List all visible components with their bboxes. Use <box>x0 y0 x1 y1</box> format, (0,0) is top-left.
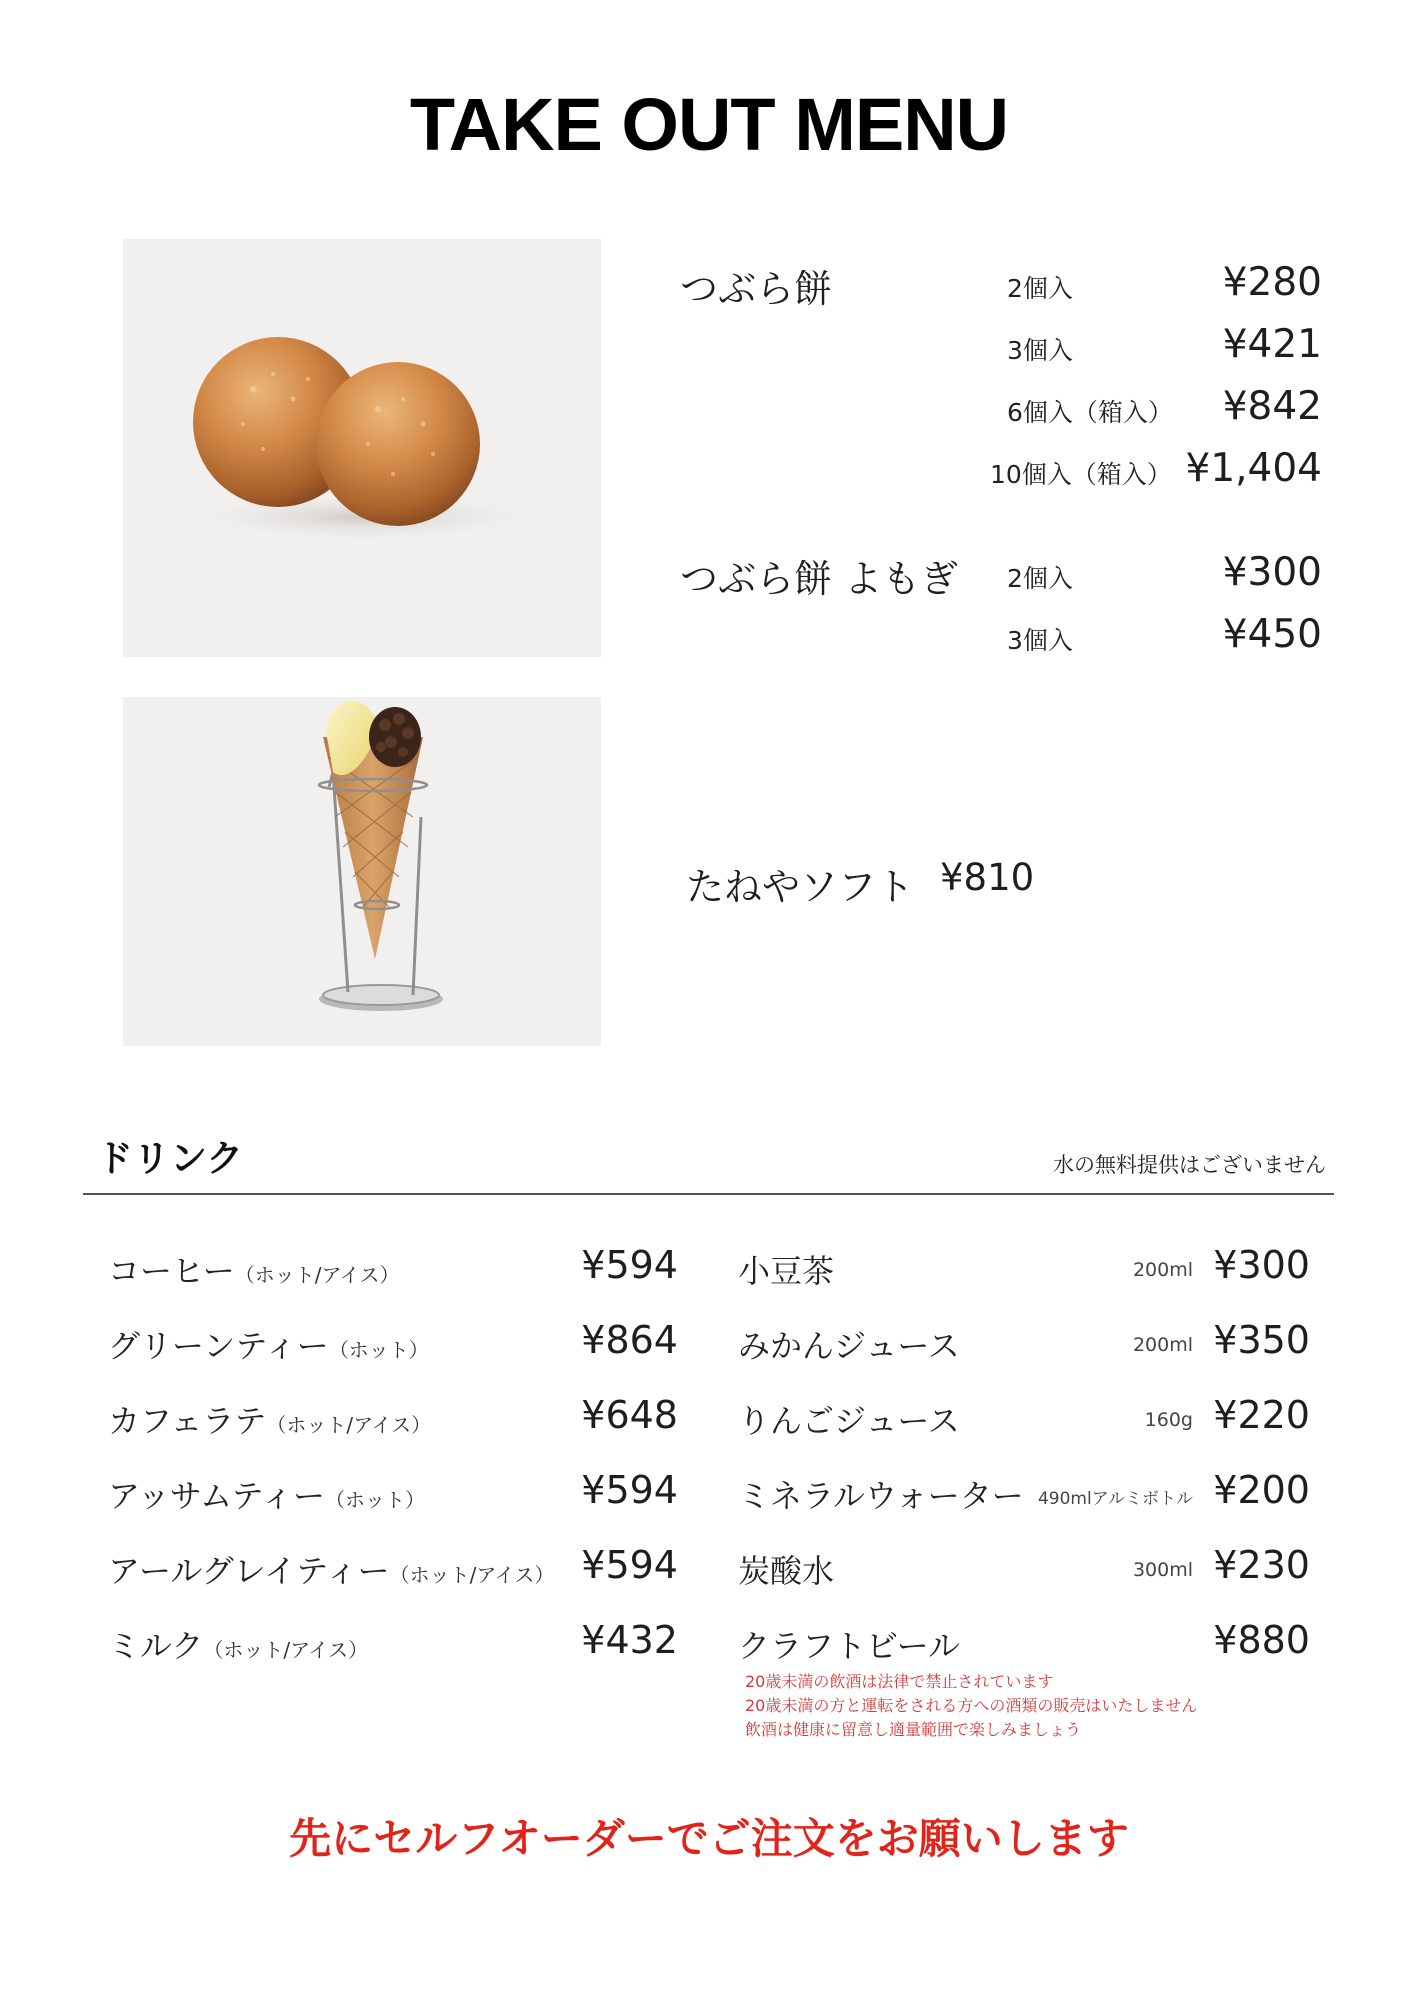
drink-row <box>108 1246 399 1292</box>
alcohol-warning-line: 飲酒は健康に留意し適量範囲で楽しみましょう <box>745 1720 1082 1739</box>
drink-variant: （ホット/アイス） <box>203 1638 369 1662</box>
drink-variant: （ホット/アイス） <box>234 1263 400 1287</box>
no-free-water-note: 水の無料提供はございません <box>1053 1153 1326 1177</box>
tsubura-mochi-photo <box>123 239 601 657</box>
drink-price: ¥594 <box>581 1243 678 1287</box>
drink-name: グリーンティー <box>108 1327 329 1365</box>
yomogi-qty-3: 3個入 <box>1007 626 1073 655</box>
drink-name: カフェラテ <box>108 1402 267 1440</box>
drink-volume: 300ml <box>1132 1559 1193 1581</box>
drink-volume: 160g <box>1144 1409 1193 1431</box>
tsubura-price-3: ¥421 <box>1222 322 1322 367</box>
yomogi-price-2: ¥300 <box>1222 550 1322 595</box>
drink-price: ¥594 <box>581 1468 678 1512</box>
alcohol-warnings <box>745 1670 1197 1742</box>
drink-volume: 490mlアルミボトル <box>1037 1489 1193 1509</box>
tsubura-qty-2: 2個入 <box>1007 274 1073 303</box>
drink-row <box>108 1471 425 1517</box>
drink-name: クラフトビール <box>738 1627 961 1665</box>
yomogi-qty-2: 2個入 <box>1007 564 1073 593</box>
drink-price: ¥300 <box>1213 1243 1310 1287</box>
drink-name: 小豆茶 <box>738 1252 835 1290</box>
drink-name: ミネラルウォーター <box>738 1477 1024 1515</box>
soft-serve-price: ¥810 <box>940 856 1035 899</box>
soft-serve-name: たねやソフト <box>686 865 915 909</box>
tsubura-qty-10: 10個入（箱入） <box>990 460 1172 489</box>
drink-price: ¥350 <box>1213 1318 1310 1362</box>
yomogi-price-3: ¥450 <box>1222 612 1322 657</box>
tsubura-price-10: ¥1,404 <box>1185 446 1322 491</box>
drink-name: りんごジュース <box>738 1402 960 1440</box>
self-order-notice: 先にセルフオーダーでご注文をお願いします <box>289 1814 1129 1863</box>
tsubura-mochi-name: つぶら餅 <box>680 267 833 311</box>
drink-variant: （ホット/アイス） <box>389 1563 555 1587</box>
drink-price: ¥864 <box>581 1318 678 1362</box>
drink-price: ¥432 <box>581 1618 678 1662</box>
drink-row <box>108 1321 429 1367</box>
drink-name: コーヒー <box>108 1252 235 1290</box>
tsubura-price-2: ¥280 <box>1222 260 1322 305</box>
drink-price: ¥880 <box>1213 1618 1310 1662</box>
drink-variant: （ホット/アイス） <box>266 1413 432 1437</box>
drink-row <box>108 1621 368 1667</box>
drinks-heading: ドリンク <box>96 1137 244 1180</box>
drink-price: ¥220 <box>1213 1393 1310 1437</box>
drink-price: ¥230 <box>1213 1543 1310 1587</box>
drink-name: アールグレイティー <box>108 1552 390 1590</box>
drinks-divider <box>83 1193 1334 1195</box>
tsubura-qty-3: 3個入 <box>1007 336 1073 365</box>
drink-price: ¥200 <box>1213 1468 1310 1512</box>
drink-variant: （ホット） <box>328 1338 429 1362</box>
soft-serve-cone-photo <box>123 697 601 1046</box>
drink-volume: 200ml <box>1132 1259 1193 1281</box>
menu-title: TAKE OUT MENU <box>409 83 1009 166</box>
drink-row <box>108 1396 431 1442</box>
alcohol-warning-line: 20歳未満の飲酒は法律で禁止されています <box>745 1672 1054 1691</box>
drink-variant: （ホット） <box>324 1488 425 1512</box>
drink-name: ミルク <box>108 1627 204 1665</box>
drink-volume: 200ml <box>1132 1334 1193 1356</box>
drink-name: 炭酸水 <box>738 1552 835 1590</box>
drink-price: ¥594 <box>581 1543 678 1587</box>
tsubura-price-6: ¥842 <box>1222 384 1322 429</box>
drink-name: みかんジュース <box>738 1327 960 1365</box>
drink-name: アッサムティー <box>108 1477 325 1515</box>
drink-row <box>108 1546 554 1592</box>
drink-price: ¥648 <box>581 1393 678 1437</box>
tsubura-qty-6: 6個入（箱入） <box>1007 398 1173 427</box>
alcohol-warning-line: 20歳未満の方と運転をされる方への酒類の販売はいたしません <box>745 1696 1198 1715</box>
tsubura-yomogi-name: つぶら餅 よもぎ <box>680 557 959 601</box>
